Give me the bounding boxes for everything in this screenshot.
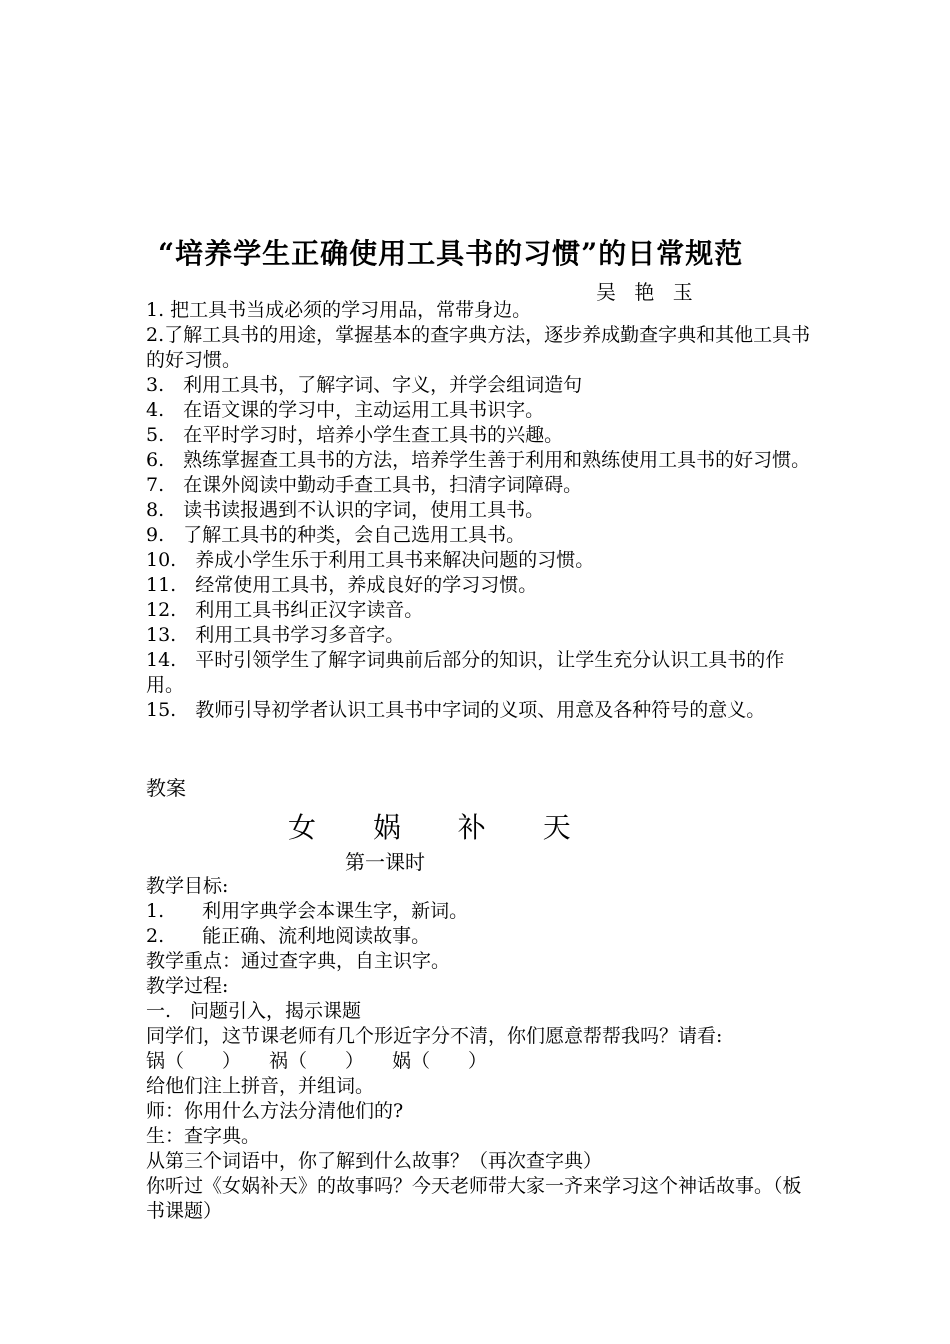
author-name: 吴 艳 玉: [596, 280, 699, 304]
rule-item: 6. 熟练掌握查工具书的方法，培养学生善于利用和熟练使用工具书的好习惯。: [146, 449, 811, 471]
lesson-line: 生：查字典。: [146, 1125, 261, 1147]
rule-item: 1. 把工具书当成必须的学习用品，常带身边。: [146, 299, 532, 321]
rule-item: 10. 养成小学生乐于利用工具书来解决问题的习惯。: [146, 549, 595, 571]
lesson-line: 给他们注上拼音，并组词。: [146, 1075, 375, 1097]
rule-item: 5. 在平时学习时，培养小学生查工具书的兴趣。: [146, 424, 564, 446]
rule-item: 11. 经常使用工具书，养成良好的学习习惯。: [146, 574, 538, 596]
rule-item: 4. 在语文课的学习中，主动运用工具书识字。: [146, 399, 545, 421]
rule-item: 12. 利用工具书纠正汉字读音。: [146, 599, 424, 621]
lesson-title: 女 娲 补 天: [288, 811, 595, 844]
rule-item: 15. 教师引导初学者认识工具书中字词的义项、用意及各种符号的意义。: [146, 699, 766, 721]
document-title: “培养学生正确使用工具书的习惯”的日常规范: [158, 237, 744, 270]
lesson-line: 从第三个词语中，你了解到什么故事？（再次查字典）: [146, 1150, 603, 1172]
lesson-line: 一. 问题引入，揭示课题: [146, 1000, 362, 1022]
char-item: 祸（ ）: [269, 1050, 365, 1072]
lesson-line: 2. 能正确、流利地阅读故事。: [146, 925, 431, 947]
lesson-line: 教学目标:: [146, 875, 229, 897]
lesson-line: 教学过程:: [146, 975, 229, 997]
lesson-line: 你听过《女娲补天》的故事吗？今天老师带大家一齐来学习这个神话故事。（板书课题）: [146, 1175, 802, 1222]
rule-item: 3. 利用工具书，了解字词、字义，并学会组词造句: [146, 374, 583, 396]
rule-item: 9. 了解工具书的种类，会自己选用工具书。: [146, 524, 526, 546]
section-label: 教案: [146, 776, 186, 800]
rule-item: 7. 在课外阅读中勤动手查工具书，扫清字词障碍。: [146, 474, 583, 496]
lesson-line: 同学们，这节课老师有几个形近字分不清，你们愿意帮帮我吗？请看:: [146, 1025, 723, 1047]
rules-list: [146, 298, 816, 723]
rule-item: 2.了解工具书的用途，掌握基本的查字典方法，逐步养成勤查字典和其他工具书的好习惯。: [146, 324, 811, 371]
lesson-line: 教学重点：通过查字典，自主识字。: [146, 950, 451, 972]
lesson-line: 师：你用什么方法分清他们的?: [146, 1100, 404, 1122]
char-row: [146, 1049, 816, 1074]
lesson-subtitle: 第一课时: [345, 850, 425, 874]
char-item: 锅（ ）: [146, 1050, 242, 1072]
lesson-line: 1. 利用字典学会本课生字，新词。: [146, 900, 469, 922]
char-item: 娲（ ）: [392, 1050, 488, 1072]
lesson-body: [146, 874, 816, 1224]
rule-item: 13. 利用工具书学习多音字。: [146, 624, 405, 646]
rule-item: 14. 平时引领学生了解字词典前后部分的知识，让学生充分认识工具书的作用。: [146, 649, 785, 696]
rule-item: 8. 读书读报遇到不认识的字词，使用工具书。: [146, 499, 545, 521]
